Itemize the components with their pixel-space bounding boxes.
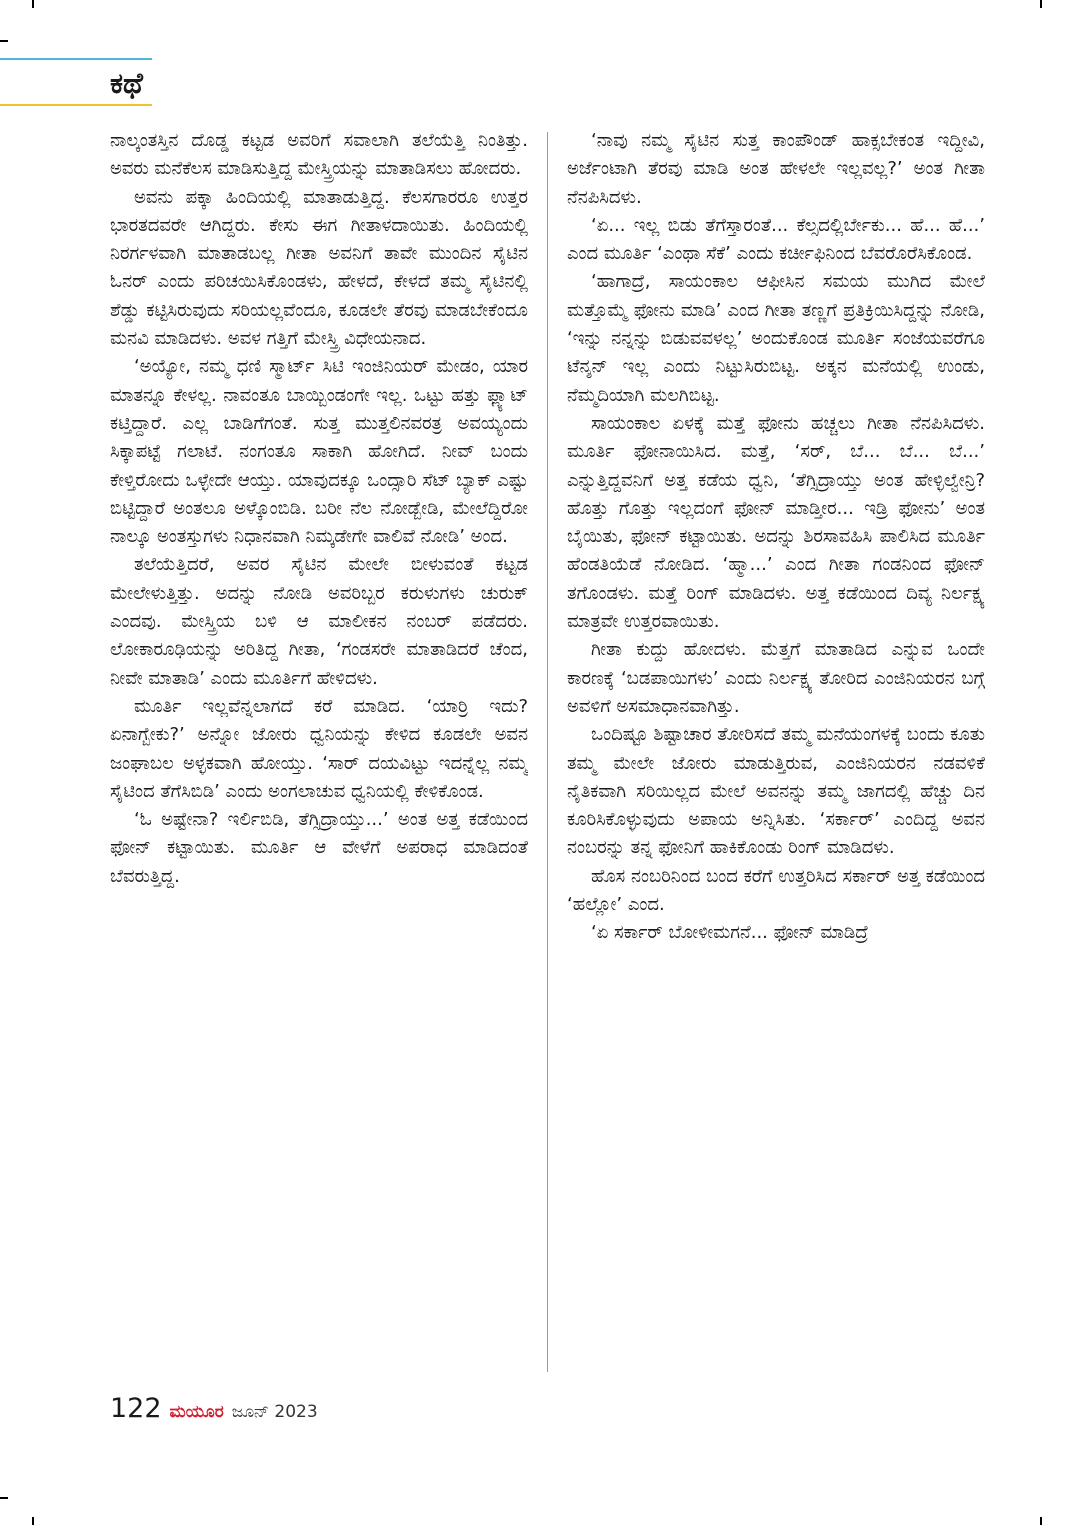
issue-date: ಜೂನ್ 2023 [231,1402,318,1422]
crop-mark-bottom-right [1040,1517,1042,1525]
column-divider [547,132,548,1372]
paragraph: ‘ಏ ಸರ್ಕಾರ್ ಬೋಳೀಮಗನೆ... ಫೋನ್ ಮಾಡಿದ್ರೆ [591,922,869,944]
section-title: ಕಥೆ [110,66,143,100]
page-number: 122 [110,1393,162,1424]
left-column [110,127,528,1389]
crop-mark-top-left-side [0,40,8,42]
crop-mark-top-right [1040,0,1042,8]
header-rule-top [0,58,152,60]
crop-mark-top-left [32,0,34,8]
header-rule-bottom [0,104,152,106]
paragraph: ನಾಲ್ಕಂತಸ್ತಿನ ದೊಡ್ಡ ಕಟ್ಟಡ ಅವರಿಗೆ ಸವಾಲಾಗಿ ತಲೆಯೆತ್ತಿ ನಿಂತಿತ್ತು. ಅವರು ಮನೆಕೆಲಸ ಮಾಡಿಸುತ್ತಿದ್ದ ಮೇಸ್ತ್ರಿಯನ್ನು ಮಾತಾಡಿಸಲು ಹೋದರು. [110,130,528,180]
paragraph: ಅವನು ಪಕ್ಕಾ ಹಿಂದಿಯಲ್ಲಿ ಮಾತಾಡುತ್ತಿದ್ದ. ಕೆಲಸಗಾರರೂ ಉತ್ತರ ಭಾರತದವರೇ ಆಗಿದ್ದರು. ಕೇಸು ಈಗ ಗೀತಾಳದಾಯಿತು. ಹಿಂದಿಯಲ್ಲಿ ನಿರರ್ಗಳವಾಗಿ ಮಾತಾಡಬಲ್ಲ ಗೀತಾ ಅವನಿಗೆ ತಾವೇ ಮುಂದಿನ ಸೈಟಿನ ಓನರ್ ಎಂದು ಪರಿಚಯಿಸಿಕೊಂಡಳು, ಹೇಳದೆ, ಕೇಳದೆ ತಮ್ಮ ಸೈಟಿನಲ್ಲಿ ಶೆಡ್ಡು ಕಟ್ಟಿಸಿರುವುದು ಸರಿಯಲ್ಲವೆಂದೂ, ಕೂಡಲೇ ತೆರವು ಮಾಡಬೇಕೆಂದೂ ಮನವಿ ಮಾಡಿದಳು. ಅವಳ ಗತ್ತಿಗೆ ಮೇಸ್ತ್ರಿ ವಿಧೇಯನಾದ. [110,186,528,350]
paragraph: ಒಂದಿಷ್ಟೂ ಶಿಷ್ಟಾಚಾರ ತೋರಿಸದೆ ತಮ್ಮ ಮನೆಯಂಗಳಕ್ಕೆ ಬಂದು ಕೂತು ತಮ್ಮ ಮೇಲೇ ಜೋರು ಮಾಡುತ್ತಿರುವ, ಎಂಜಿನಿಯರನ ನಡವಳಿಕೆ ನೈತಿಕವಾಗಿ ಸರಿಯಿಲ್ಲದ ಮೇಲೆ ಅವನನ್ನು ತಮ್ಮ ಜಾಗದಲ್ಲಿ ಹೆಚ್ಚು ದಿನ ಕೂರಿಸಿಕೊಳ್ಳುವುದು ಅಪಾಯ ಅನ್ನಿಸಿತು. ‘ಸರ್ಕಾರ್’ ಎಂದಿದ್ದ ಅವನ ನಂಬರನ್ನು ತನ್ನ ಫೋನಿಗೆ ಹಾಕಿಕೊಂಡು ರಿಂಗ್ ಮಾಡಿದಳು. [567,724,985,859]
crop-mark-bottom-left [32,1517,34,1525]
paragraph: ಗೀತಾ ಕುದ್ದು ಹೋದಳು. ಮೆತ್ತಗೆ ಮಾತಾಡಿದ ಎನ್ನುವ ಒಂದೇ ಕಾರಣಕ್ಕೆ ‘ಬಡಪಾಯಿಗಳು’ ಎಂದು ನಿರ್ಲಕ್ಷ್ಯ ತೋರಿದ ಎಂಜಿನಿಯರನ ಬಗ್ಗೆ ಅವಳಿಗೆ ಅಸಮಾಧಾನವಾಗಿತ್ತು. [567,639,985,717]
page-footer [110,1393,318,1429]
paragraph: ‘ನಾವು ನಮ್ಮ ಸೈಟಿನ ಸುತ್ತ ಕಾಂಪೌಂಡ್ ಹಾಕ್ಸಬೇಕಂತ ಇದ್ದೀವಿ, ಅರ್ಜೆಂಟಾಗಿ ತೆರವು ಮಾಡಿ ಅಂತ ಹೇಳಲೇ ಇಲ್ಲವಲ್ಲ?’ ಅಂತ ಗೀತಾ ನೆನಪಿಸಿದಳು. [567,130,985,208]
paragraph: ಮೂರ್ತಿ ಇಲ್ಲವೆನ್ನಲಾಗದೆ ಕರೆ ಮಾಡಿದ. ‘ಯಾರ್ರಿ ಇದು? ಏನಾಗ್ಬೇಕು?’ ಅನ್ನೋ ಜೋರು ಧ್ವನಿಯನ್ನು ಕೇಳಿದ ಕೂಡಲೇ ಅವನ ಜಂಘಾಬಲ ಅಳ್ಳಕವಾಗಿ ಹೋಯ್ತು. ‘ಸಾರ್ ದಯವಿಟ್ಟು ಇದನ್ನೆಲ್ಲ ನಮ್ಮ ಸೈಟಿಂದ ತೆಗೆಸಿಬಿಡಿ’ ಎಂದು ಅಂಗಲಾಚುವ ಧ್ವನಿಯಲ್ಲಿ ಕೇಳಿಕೊಂಡ. [110,695,528,802]
magazine-logo: ಮಯೂರ [169,1402,224,1422]
right-column [567,127,985,1389]
paragraph: ತಲೆಯೆತ್ತಿದರೆ, ಅವರ ಸೈಟಿನ ಮೇಲೇ ಬೀಳುವಂತೆ ಕಟ್ಟಡ ಮೇಲೇಳುತ್ತಿತ್ತು. ಅದನ್ನು ನೋಡಿ ಅವರಿಬ್ಬರ ಕರುಳುಗಳು ಚುರುಕ್ ಎಂದವು. ಮೇಸ್ತ್ರಿಯ ಬಳಿ ಆ ಮಾಲೀಕನ ನಂಬರ್ ಪಡೆದರು. ಲೋಕಾರೂಢಿಯನ್ನು ಅರಿತಿದ್ದ ಗೀತಾ, ‘ಗಂಡಸರೇ ಮಾತಾಡಿದರೆ ಚೆಂದ, ನೀವೇ ಮಾತಾಡಿ’ ಎಂದು ಮೂರ್ತಿಗೆ ಹೇಳಿದಳು. [110,554,528,689]
paragraph: ‘ಓ ಅಷ್ಟೇನಾ? ಇರ್ಲಿಬಿಡಿ, ತೆಗ್ಸಿದ್ರಾಯ್ತು...’ ಅಂತ ಅತ್ತ ಕಡೆಯಿಂದ ಫೋನ್ ಕಟ್ಟಾಯಿತು. ಮೂರ್ತಿ ಆ ವೇಳೆಗೆ ಅಪರಾಧ ಮಾಡಿದಂತೆ ಬೆವರುತ್ತಿದ್ದ. [110,809,528,887]
paragraph: ‘ಹಾಗಾದ್ರೆ, ಸಾಯಂಕಾಲ ಆಫೀಸಿನ ಸಮಯ ಮುಗಿದ ಮೇಲೆ ಮತ್ತೊಮ್ಮೆ ಫೋನು ಮಾಡಿ’ ಎಂದ ಗೀತಾ ತಣ್ಣಗೆ ಪ್ರತಿಕ್ರಿಯಿಸಿದ್ದನ್ನು ನೋಡಿ, ‘ಇನ್ನು ನನ್ನನ್ನು ಬಿಡುವವಳಲ್ಲ’ ಅಂದುಕೊಂಡ ಮೂರ್ತಿ ಸಂಜೆಯವರೆಗೂ ಟೆನ್ಶನ್ ಇಲ್ಲ ಎಂದು ನಿಟ್ಟುಸಿರುಬಿಟ್ಟ. ಅಕ್ಕನ ಮನೆಯಲ್ಲಿ ಉಂಡು, ನೆಮ್ಮದಿಯಾಗಿ ಮಲಗಿಬಿಟ್ಟ. [567,271,985,406]
paragraph: ‘ಅಯ್ಯೋ, ನಮ್ಮ ಧಣಿ ಸ್ಮಾರ್ಟ್ ಸಿಟಿ ಇಂಜಿನಿಯರ್ ಮೇಡಂ, ಯಾರ ಮಾತನ್ನೂ ಕೇಳಲ್ಲ. ನಾವಂತೂ ಬಾಯ್ಬಿಂಡಂಗೇ ಇಲ್ಲ. ಒಟ್ಟು ಹತ್ತು ಫ್ಲ್ಯಾಟ್ ಕಟ್ತಿದ್ದಾರೆ. ಎಲ್ಲ ಬಾಡಿಗೆಗಂತೆ. ಸುತ್ತ ಮುತ್ತಲಿನವರತ್ರ ಅವಯ್ಯಂದು ಸಿಕ್ಕಾಪಟ್ಟೆ ಗಲಾಟೆ. ನಂಗಂತೂ ಸಾಕಾಗಿ ಹೋಗಿದೆ. ನೀವ್ ಬಂದು ಕೇಳ್ತಿರೋದು ಒಳ್ಳೇದೇ ಆಯ್ತು. ಯಾವುದಕ್ಕೂ ಒಂದ್ಸಾರಿ ಸೆಟ್ ಬ್ಯಾಕ್ ಎಷ್ಟು ಬಿಟ್ಟಿದ್ದಾರೆ ಅಂತಲೂ ಅಳ್ಕೊಂಬಿಡಿ. ಬರೀ ನೆಲ ನೋಡ್ಬೇಡಿ, ಮೇಲೆದ್ದಿರೋ ನಾಲ್ಕೂ ಅಂತಸ್ತುಗಳು ನಿಧಾನವಾಗಿ ನಿಮ್ಕಡೇಗೇ ವಾಲಿವೆ ನೋಡಿ’ ಅಂದ. [110,356,528,548]
paragraph: ಸಾಯಂಕಾಲ ಏಳಕ್ಕೆ ಮತ್ತೆ ಫೋನು ಹಚ್ಚಲು ಗೀತಾ ನೆನಪಿಸಿದಳು. ಮೂರ್ತಿ ಫೋನಾಯಿಸಿದ. ಮತ್ತೆ, ‘ಸರ್, ಬೆ... ಬೆ... ಬೆ...’ ಎನ್ನುತ್ತಿದ್ದವನಿಗೆ ಅತ್ತ ಕಡೆಯ ಧ್ವನಿ, ‘ತೆಗ್ಸಿದ್ರಾಯ್ತು ಅಂತ ಹೇಳ್ಳಿಲ್ವೇನ್ರಿ? ಹೊತ್ತು ಗೊತ್ತು ಇಲ್ಲದಂಗೆ ಫೋನ್ ಮಾಡ್ತೀರ... ಇಡ್ರಿ ಫೋನು’ ಅಂತ ಬೈಯಿತು, ಫೋನ್ ಕಟ್ಟಾಯಿತು. ಅದನ್ನು ಶಿರಸಾವಹಿಸಿ ಪಾಲಿಸಿದ ಮೂರ್ತಿ ಹೆಂಡತಿಯೆಡೆ ನೋಡಿದ. ‘ಹ್ಮಾ...’ ಎಂದ ಗೀತಾ ಗಂಡನಿಂದ ಫೋನ್ ತಗೊಂಡಳು. ಮತ್ತೆ ರಿಂಗ್ ಮಾಡಿದಳು. ಅತ್ತ ಕಡೆಯಿಂದ ದಿವ್ಯ ನಿರ್ಲಕ್ಷ್ಯ ಮಾತ್ರವೇ ಉತ್ತರವಾಯಿತು. [567,412,985,633]
paragraph: ಹೊಸ ನಂಬರಿನಿಂದ ಬಂದ ಕರೆಗೆ ಉತ್ತರಿಸಿದ ಸರ್ಕಾರ್ ಅತ್ತ ಕಡೆಯಿಂದ ‘ಹಲ್ಲೋ’ ಎಂದ. [567,865,985,916]
paragraph: ‘ಏ... ಇಲ್ಲ ಬಿಡು ತೆಗೆಸ್ತಾರಂತೆ... ಕೆಲ್ಸದಲ್ಲಿರ್ಬೇಕು... ಹೆ... ಹೆ...’ ಎಂದ ಮೂರ್ತಿ ‘ಎಂಥಾ ಸೆಕೆ’ ಎಂದು ಕರ್ಚೀಫಿನಿಂದ ಬೆವರೊರೆಸಿಕೊಂಡ. [567,214,985,265]
crop-mark-bottom-left-side [0,1497,8,1499]
